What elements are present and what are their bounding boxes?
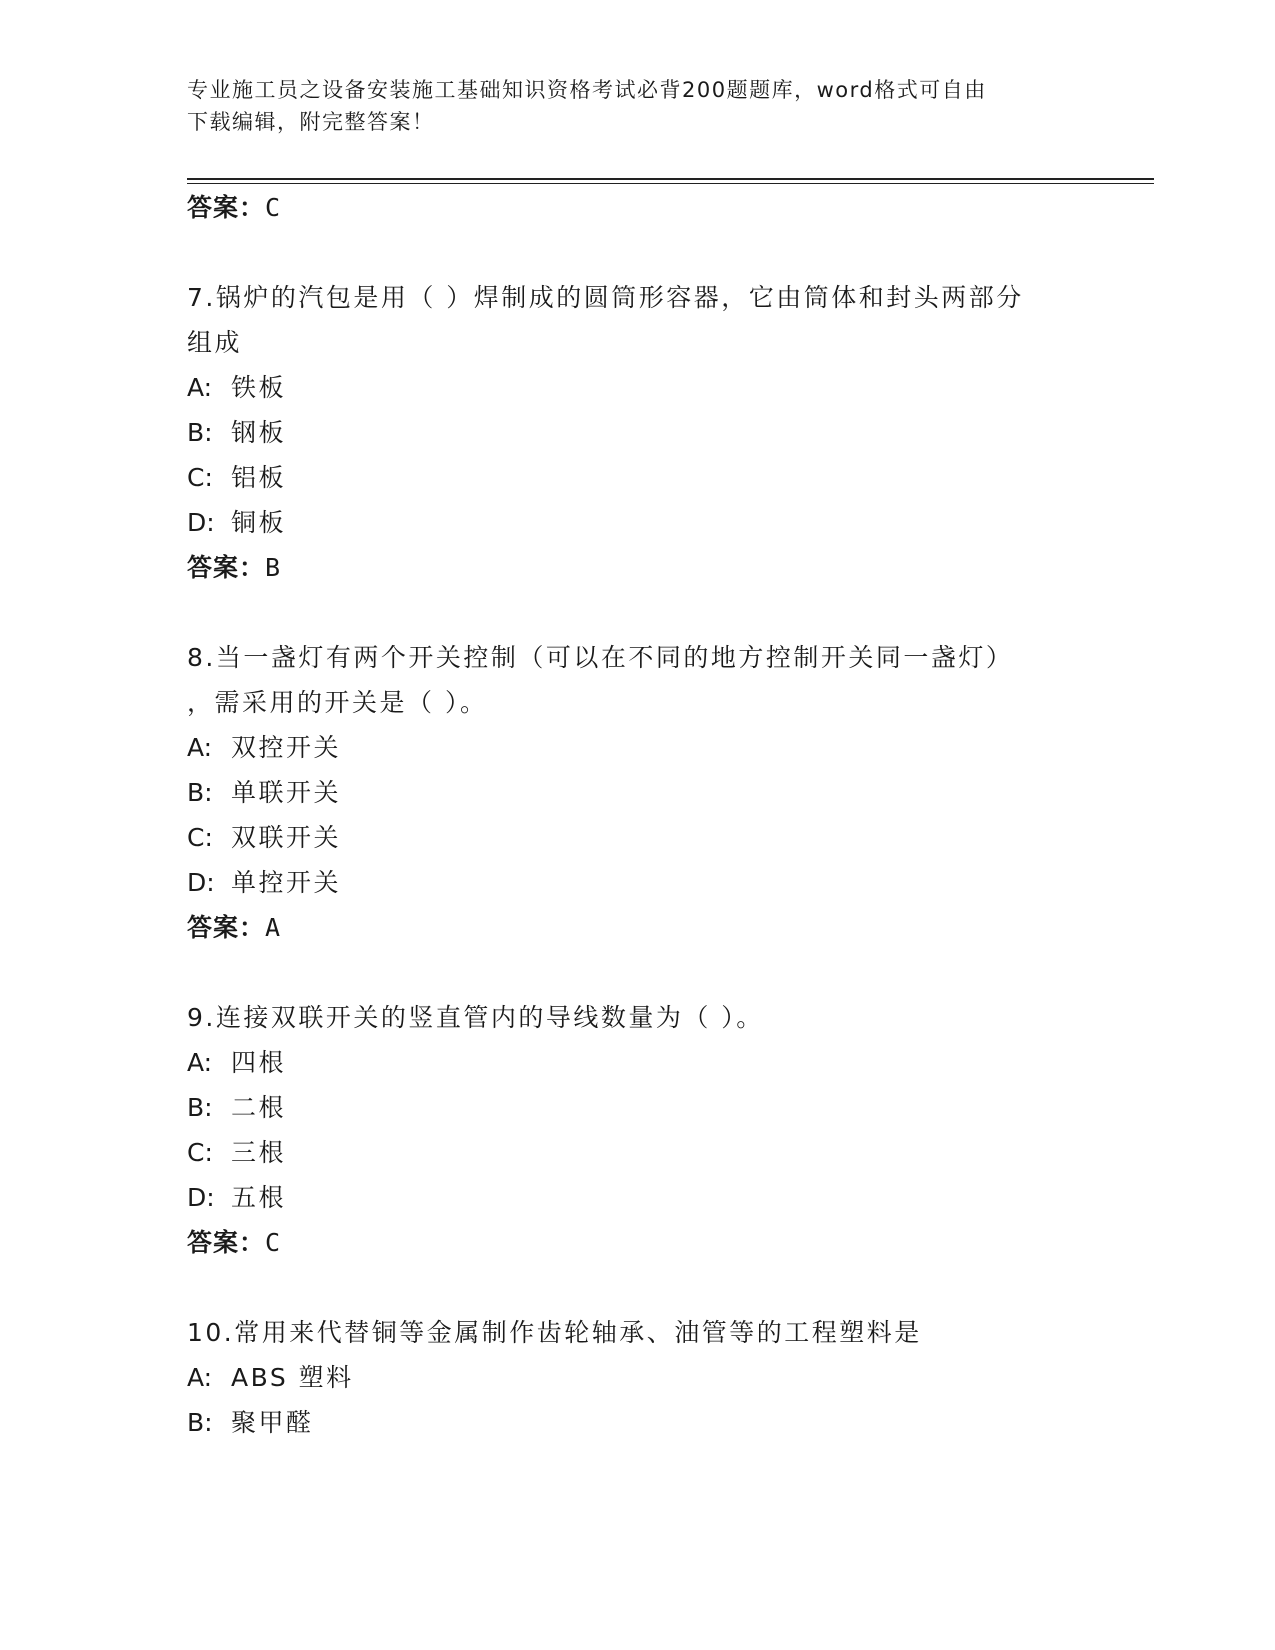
- header-divider-thin: [187, 183, 1154, 184]
- option-letter: B:: [187, 1093, 213, 1122]
- option-text: 铜板: [231, 508, 287, 537]
- question-stem: 8.当一盏灯有两个开关控制（可以在不同的地方控制开关同一盏灯）: [187, 643, 1014, 672]
- option-letter: C:: [187, 823, 213, 852]
- answer-line: [187, 551, 281, 585]
- answer-line: [187, 1226, 281, 1260]
- option-letter: A:: [187, 733, 213, 762]
- option-letter: D:: [187, 1183, 215, 1212]
- option-text: 铝板: [231, 463, 287, 492]
- option-item: [187, 1406, 314, 1440]
- option-item: [187, 866, 341, 900]
- option-text: 二根: [231, 1093, 287, 1122]
- option-text: 聚甲醛: [231, 1408, 314, 1437]
- option-item: [187, 1136, 286, 1170]
- option-item: [187, 776, 341, 810]
- option-item: [187, 371, 286, 405]
- option-letter: C:: [187, 463, 213, 492]
- option-letter: A:: [187, 1048, 213, 1077]
- answer-value: C: [265, 1228, 282, 1257]
- option-letter: B:: [187, 1408, 213, 1437]
- question-stem-continued: 组成: [187, 328, 243, 357]
- option-text: 铁板: [231, 373, 287, 402]
- option-item: [187, 1361, 354, 1395]
- answer-value: C: [265, 193, 282, 222]
- answer-label: 答案：: [187, 553, 266, 582]
- option-item: [187, 1046, 286, 1080]
- option-item: [187, 731, 341, 765]
- header-line-2: 下载编辑，附完整答案！: [187, 110, 435, 134]
- option-item: [187, 506, 286, 540]
- option-text: 四根: [231, 1048, 287, 1077]
- header-divider-thick: [187, 178, 1154, 180]
- option-letter: B:: [187, 778, 213, 807]
- question-stem: 10.常用来代替铜等金属制作齿轮轴承、油管等的工程塑料是: [187, 1318, 922, 1347]
- question-stem: 7.锅炉的汽包是用（ ）焊制成的圆筒形容器，它由筒体和封头两部分: [187, 283, 1024, 312]
- option-item: [187, 1181, 286, 1215]
- answer-label: 答案：: [187, 913, 266, 942]
- answer-line: [187, 911, 281, 945]
- option-text: 双控开关: [231, 733, 342, 762]
- option-item: [187, 1091, 286, 1125]
- question-stem-continued: ，需采用的开关是（ ）。: [187, 688, 488, 717]
- answer-value: B: [265, 553, 282, 582]
- option-letter: D:: [187, 508, 215, 537]
- option-letter: B:: [187, 418, 213, 447]
- answer-line: [187, 191, 281, 225]
- answer-label: 答案：: [187, 1228, 266, 1257]
- option-text: ABS 塑料: [231, 1363, 354, 1392]
- option-text: 五根: [231, 1183, 287, 1212]
- option-text: 单联开关: [231, 778, 342, 807]
- answer-value: A: [265, 913, 282, 942]
- option-text: 三根: [231, 1138, 287, 1167]
- option-letter: C:: [187, 1138, 213, 1167]
- question-stem: 9.连接双联开关的竖直管内的导线数量为（ ）。: [187, 1003, 764, 1032]
- document-header: [187, 74, 1067, 138]
- option-item: [187, 821, 341, 855]
- option-letter: D:: [187, 868, 215, 897]
- answer-label: 答案：: [187, 193, 266, 222]
- option-letter: A:: [187, 373, 213, 402]
- option-item: [187, 461, 286, 495]
- option-text: 钢板: [231, 418, 287, 447]
- option-letter: A:: [187, 1363, 213, 1392]
- header-line-1: 专业施工员之设备安装施工基础知识资格考试必背200题题库，word格式可自由: [187, 78, 987, 102]
- option-text: 双联开关: [231, 823, 342, 852]
- option-text: 单控开关: [231, 868, 342, 897]
- option-item: [187, 416, 286, 450]
